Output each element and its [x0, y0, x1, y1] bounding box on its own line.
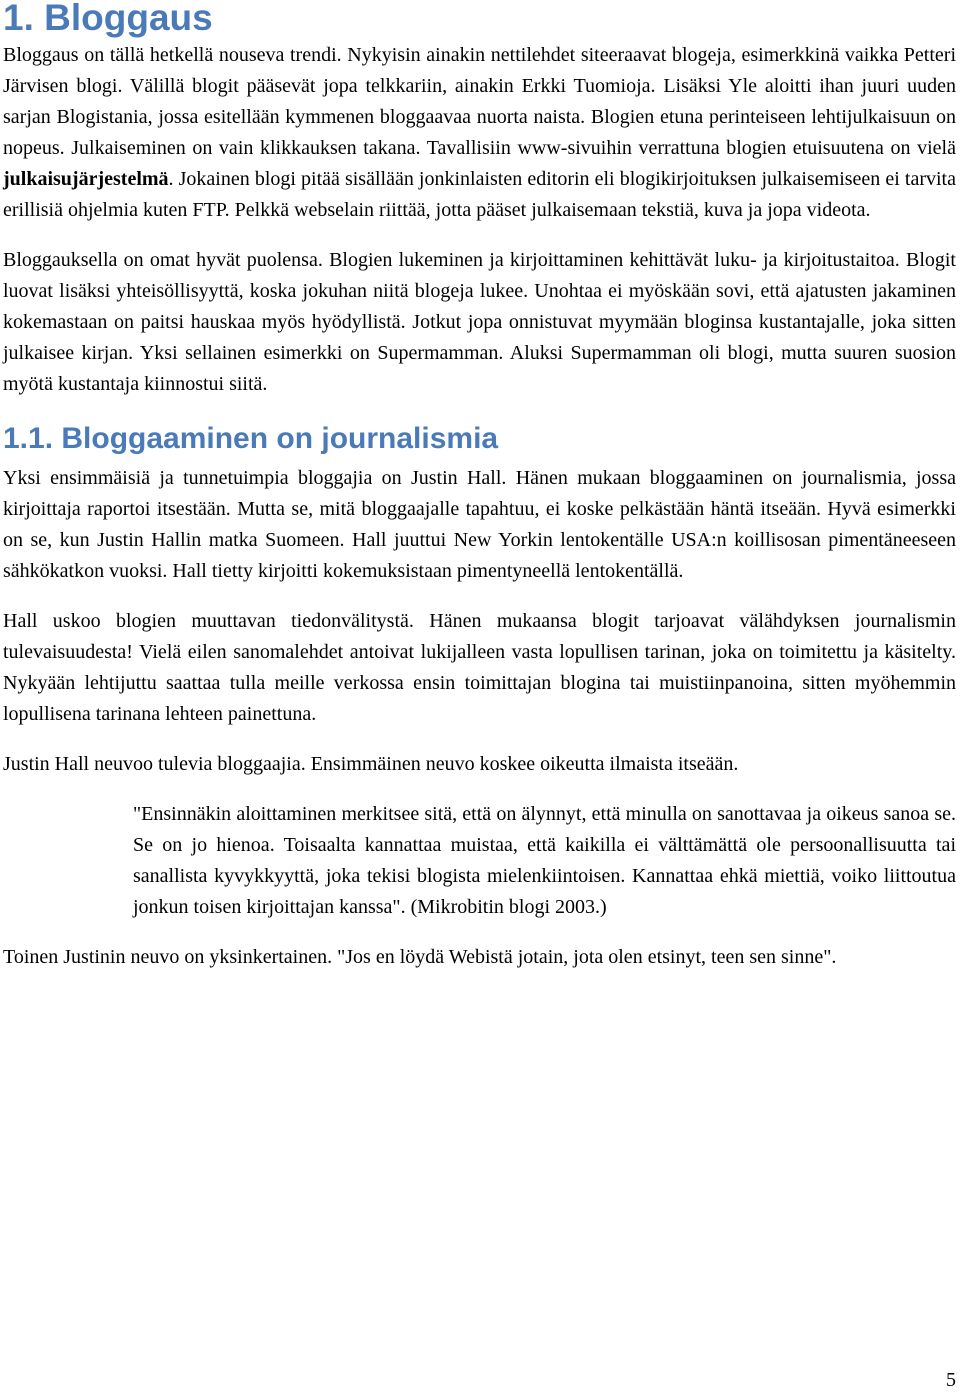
subsection-heading-journalismi: 1.1. Bloggaaminen on journalismia: [3, 422, 499, 455]
paragraph-justin-hall: Yksi ensimmäisiä ja tunnetuimpia bloggajia on Justin Hall. Hänen mukaan bloggaaminen on journalismia, jossa kirjoittaja raportoi itsestään. Mutta se, mitä bloggaajalle tapahtuu, ei koske pelkästään häntä itseään. Hyvä esimerkki on se, kun Justin Hallin matka Suomeen. Hall juuttui New Yorkin lentokentälle USA:n koillisosan pimentäneeseen sähkökatkon vuoksi. Hall tietty kirjoitti kokemuksistaan pimentyneellä lentokentällä.: [3, 467, 956, 582]
paragraph-tiedonvalitys: Hall uskoo blogien muuttavan tiedonvälitystä. Hänen mukaansa blogit tarjoavat välähdyksen journalismin tulevaisuudesta! Vielä eilen sanomalehdet antoivat lukijalleen vasta lopullisen tarinan, joka on toimitettu ja käsitelty. Nykyään lehtijuttu saattaa tulla meille verkossa ensin toimittajan blogina tai muistiinpanoina, sitten myöhemmin lopullisena tarinana lehteen painettuna.: [3, 610, 956, 725]
bold-term-julkaisujarjestelma: julkaisujärjestelmä: [3, 168, 169, 190]
paragraph-intro-text-b: . Jokainen blogi pitää sisällään jonkinlaisten editorin eli blogikirjoituksen julkaisemiseen ei tarvita erillisiä ohjelmia kuten FTP. Pelkkä webselain riittää, jotta pääset julkaisemaan tekstiä, kuva ja jopa videota.: [3, 168, 956, 221]
paragraph-toinen-neuvo: Toinen Justinin neuvo on yksinkertainen. "Jos en löydä Webistä jotain, jota olen etsinyt, teen sen sinne".: [3, 946, 837, 968]
paragraph-intro: [3, 40, 956, 226]
block-quote: "Ensinnäkin aloittaminen merkitsee sitä, että on älynnyt, että minulla on sanottavaa ja oikeus sanoa se. Se on jo hienoa. Toisaalta kannattaa muistaa, että kaikilla ei välttämättä ole persoonallisuutta tai sanallista kyvykkyyttä, joka tekisi blogista mielenkiintoisen. Kannattaa ehkä miettiä, voiko liittoutua jonkun toisen kirjoittajan kanssa". (Mikrobitin blogi 2003.): [133, 803, 956, 918]
section-heading-bloggaus: 1. Bloggaus: [3, 0, 213, 38]
page-number: 5: [946, 1369, 956, 1391]
paragraph-benefits: Bloggauksella on omat hyvät puolensa. Blogien lukeminen ja kirjoittaminen kehittävät luku- ja kirjoitustaitoa. Blogit luovat lisäksi yhteisöllisyyttä, koska jokuhan niitä blogeja lukee. Unohtaa ei myöskään sovi, että ajatusten jakaminen kokemastaan on paitsi hauskaa myös hyödyllistä. Jotkut jopa onnistuvat myymään bloginsa kustantajalle, joka sitten julkaisee kirjan. Yksi sellainen esimerkki on Supermamman. Aluksi Supermamman oli blogi, mutta suuren suosion myötä kustantaja kiinnostui siitä.: [3, 249, 956, 395]
paragraph-neuvoo: Justin Hall neuvoo tulevia bloggaajia. Ensimmäinen neuvo koskee oikeutta ilmaista itseään.: [3, 753, 739, 775]
paragraph-intro-text-a: Bloggaus on tällä hetkellä nouseva trendi. Nykyisin ainakin nettilehdet siteeraavat blogeja, esimerkkinä vaikka Petteri Järvisen blogi. Välillä blogit pääsevät jopa telkkariin, ainakin Erkki Tuomioja. Lisäksi Yle aloitti ihan juuri uuden sarjan Blogistania, jossa esitellään kymmenen bloggaavaa nuorta naista. Blogien etuna perinteiseen lehtijulkaisuun on nopeus. Julkaiseminen on vain klikkauksen takana. Tavallisiin www-sivuihin verrattuna blogien etuisuutena on vielä: [3, 44, 956, 159]
